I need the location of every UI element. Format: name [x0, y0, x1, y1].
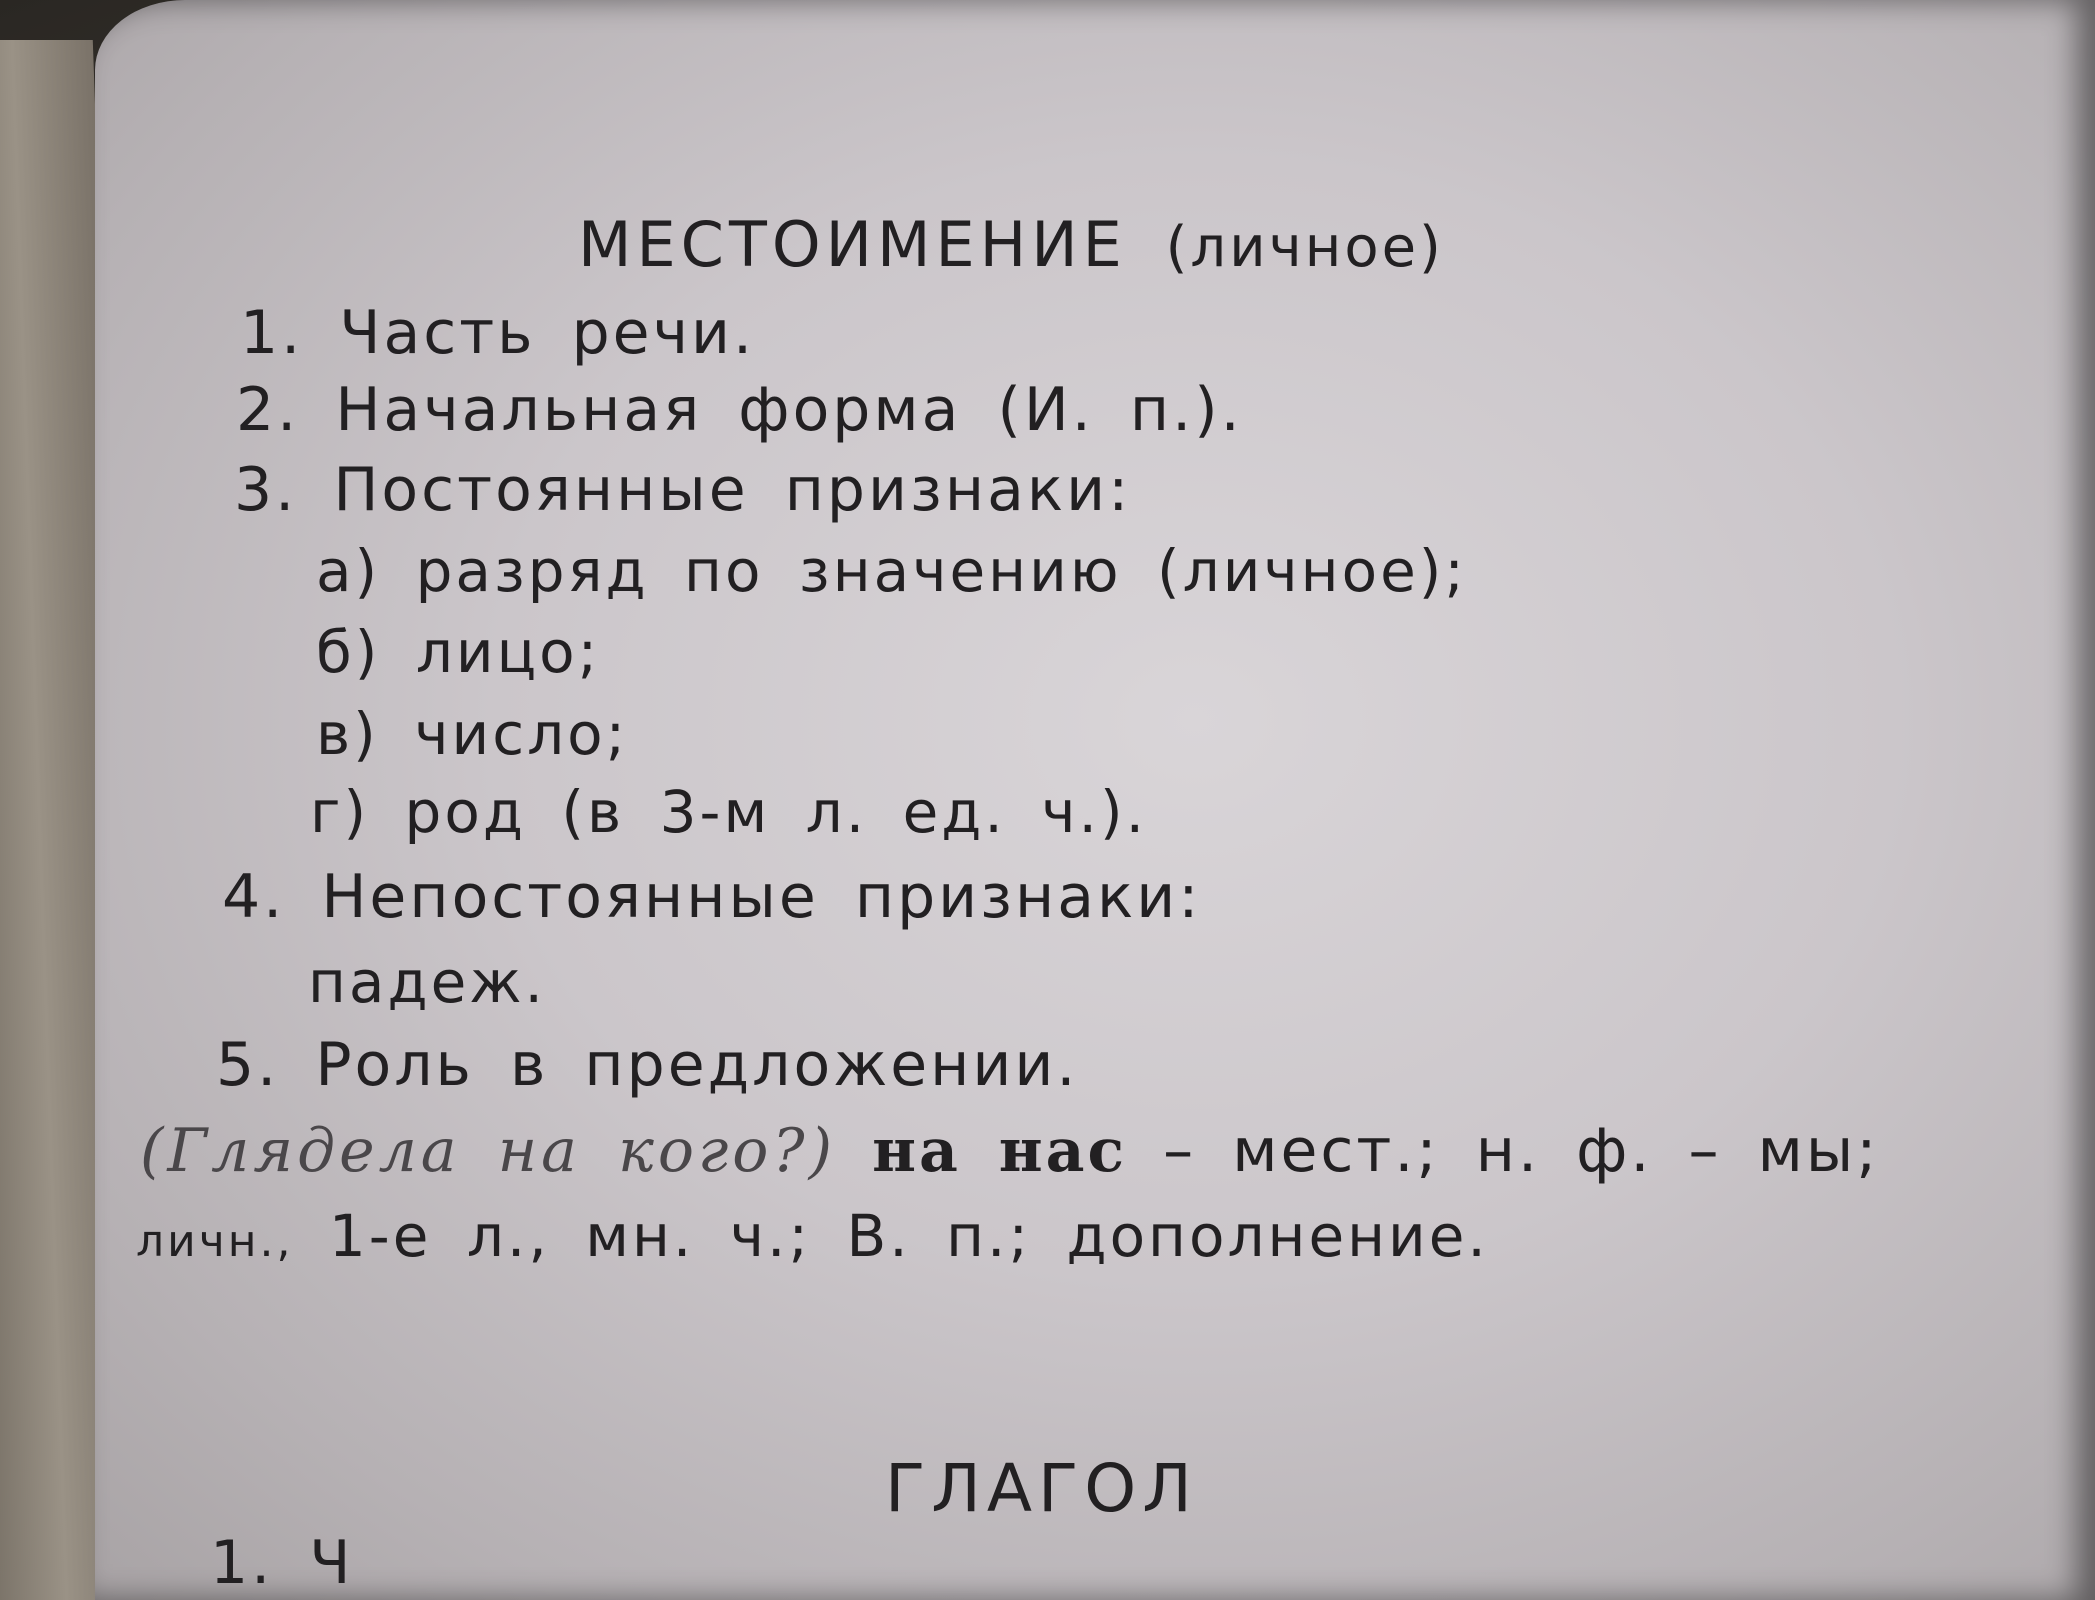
example-words: на нас: [872, 1116, 1128, 1186]
list-item-2: 2. Начальная форма (И. п.).: [236, 375, 1243, 445]
list-item-4-value: падеж.: [308, 948, 546, 1016]
list-subitem-b: б) лицо;: [316, 618, 601, 686]
section-title-verb: ГЛАГОЛ: [885, 1450, 1198, 1527]
list-subitem-a: а) разряд по значению (личное);: [316, 537, 1467, 605]
list-subitem-v: в) число;: [316, 700, 629, 768]
list-item-1: 1. Часть речи.: [240, 298, 756, 368]
title-main: МЕСТОИМЕНИЕ: [578, 208, 1127, 281]
example-abbr: личн.,: [136, 1216, 294, 1267]
section-title-pronoun: [578, 208, 1444, 281]
example-analysis-2: 1-е л., мн. ч.; В. п.; дополнение.: [328, 1202, 1489, 1270]
list-item-5: 5. Роль в предложении.: [216, 1030, 1079, 1100]
example-question: (Глядела на кого?): [140, 1116, 836, 1186]
list-item-4: 4. Непостоянные признаки:: [222, 862, 1202, 932]
cut-off-line: 1. Ч: [210, 1528, 354, 1598]
example-analysis-1: – мест.; н. ф. – мы;: [1163, 1116, 1880, 1186]
list-subitem-g: г) род (в 3-м л. ед. ч.).: [310, 778, 1148, 846]
list-item-3: 3. Постоянные признаки:: [234, 455, 1132, 525]
example-line-2: [136, 1202, 1489, 1270]
title-subtitle: (личное): [1165, 215, 1444, 280]
example-line-1: [140, 1116, 1879, 1186]
